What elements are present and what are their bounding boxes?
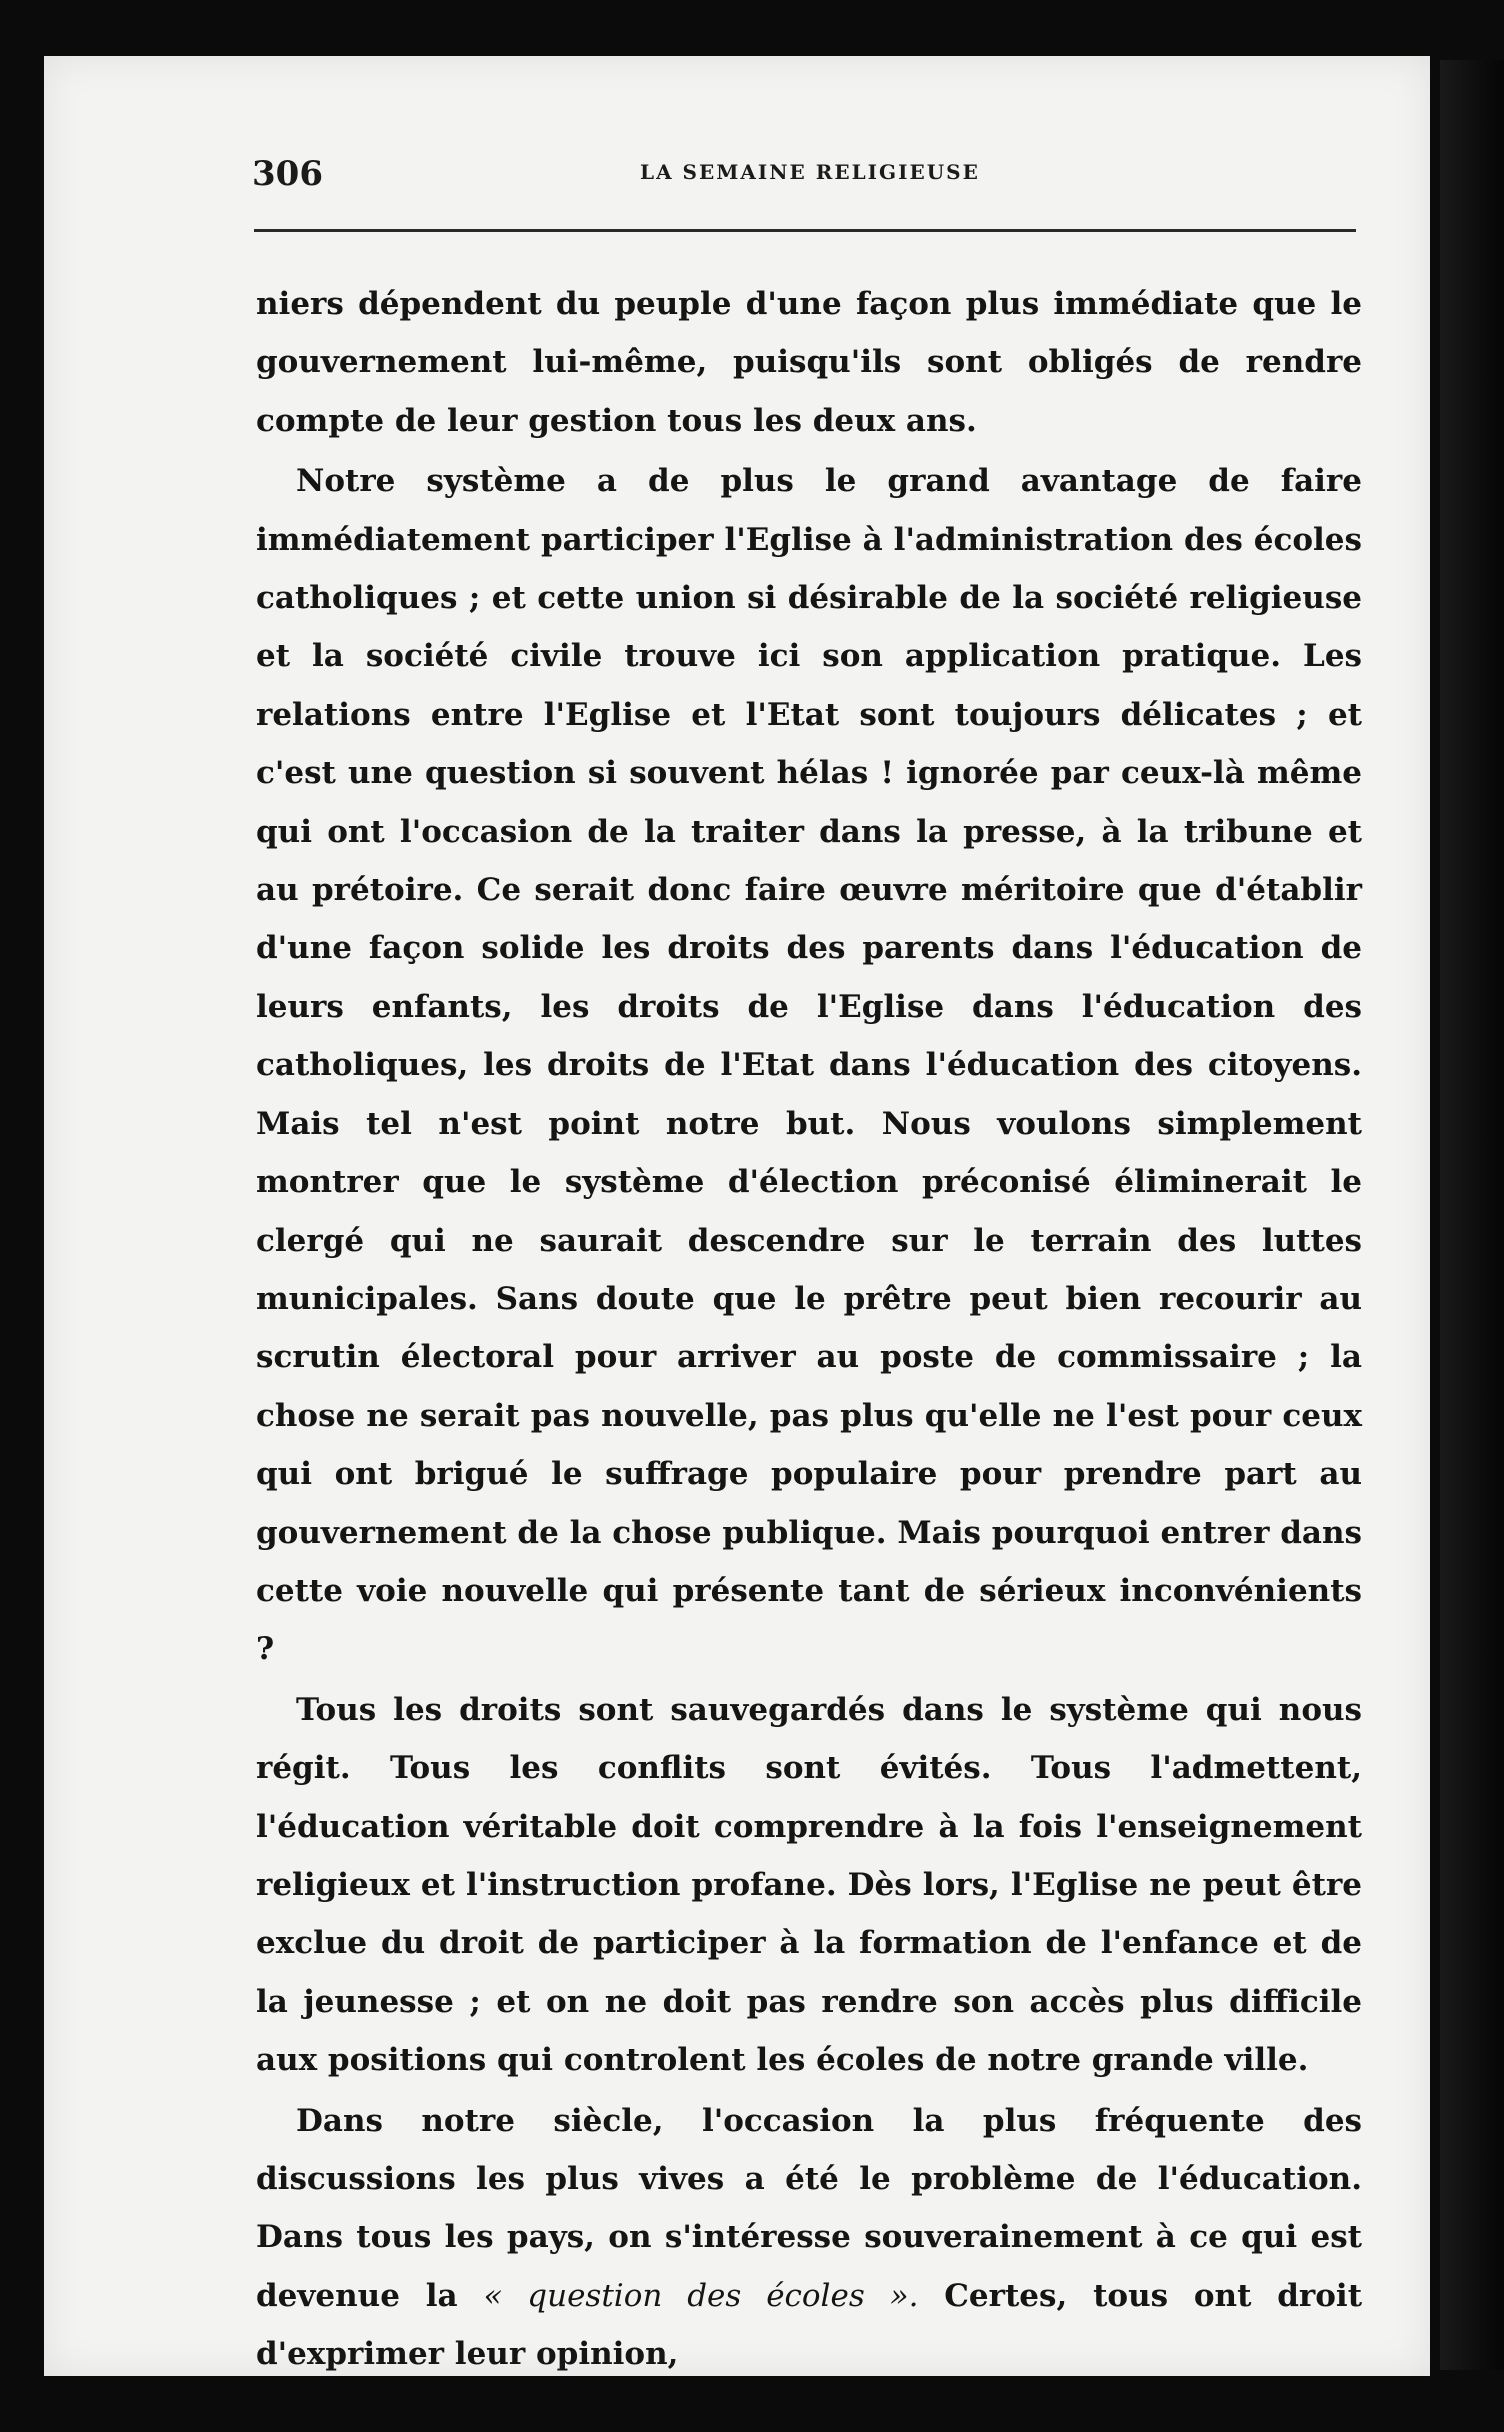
- paragraph-3: Tous les droits sont sauvegardés dans le système qui nous régit. Tous les conflits sont évités. Tous l'admettent, l'éducation véritable doit comprendre à la fois l'enseignement religieux et l'instruction profane. Dès lors, l'Eglise ne peut être exclue du droit de participer à la formation de l'enfance et de la jeunesse ; et on ne doit pas rendre son accès plus difficile aux positions qui controlent les écoles de notre grande ville.: [256, 1691, 1362, 2079]
- paragraph-4-italic-phrase: « question des écoles ».: [483, 2277, 919, 2314]
- header-rule: [254, 229, 1356, 232]
- page-header: [210, 150, 1360, 210]
- running-title: LA SEMAINE RELIGIEUSE: [640, 160, 980, 184]
- page-edge-shadow: [1440, 60, 1504, 2370]
- page-number: 306: [252, 154, 323, 194]
- page-body: [256, 275, 1362, 2384]
- paragraph-4: [256, 2092, 1362, 2384]
- paragraph-4-text-end: Certes, tous ont droit d'exprimer leur opinion,: [256, 2277, 1363, 2373]
- paragraph-1: niers dépendent du peuple d'une façon plus immédiate que le gouvernement lui-même, puisqu'ils sont obligés de rendre compte de leur gestion tous les deux ans.: [256, 286, 1362, 439]
- paragraph-4-text-start: Dans notre siècle, l'occasion la plus fréquente des discussions les plus vives a été le problème de l'éducation. Dans tous les pays, on s'intéresse souverainement à ce qui est devenue la: [256, 2102, 1362, 2314]
- paragraph-2: Notre système a de plus le grand avantage de faire immédiatement participer l'Eglise à l'administration des écoles catholiques ; et cette union si désirable de la société religieuse et la société civile trouve ici son application pratique. Les relations entre l'Eglise et l'Etat sont toujours délicates ; et c'est une question si souvent hélas ! ignorée par ceux-là même qui ont l'occasion de la traiter dans la presse, à la tribune et au prétoire. Ce serait donc faire œuvre méritoire que d'établir d'une façon solide les droits des parents dans l'éducation de leurs enfants, les droits de l'Eglise dans l'éducation des catholiques, les droits de l'Etat dans l'éducation des citoyens. Mais tel n'est point notre but. Nous voulons simplement montrer que le système d'élection préconisé éliminerait le clergé qui ne saurait descendre sur le terrain des luttes municipales. Sans doute que le prêtre peut bien recourir au scrutin électoral pour arriver au poste de commissaire ; la chose ne serait pas nouvelle, pas plus qu'elle ne l'est pour ceux qui ont brigué le suffrage populaire pour prendre part au gouvernement de la chose publique. Mais pourquoi entrer dans cette voie nouvelle qui présente tant de sérieux inconvénients ?: [256, 463, 1362, 1668]
